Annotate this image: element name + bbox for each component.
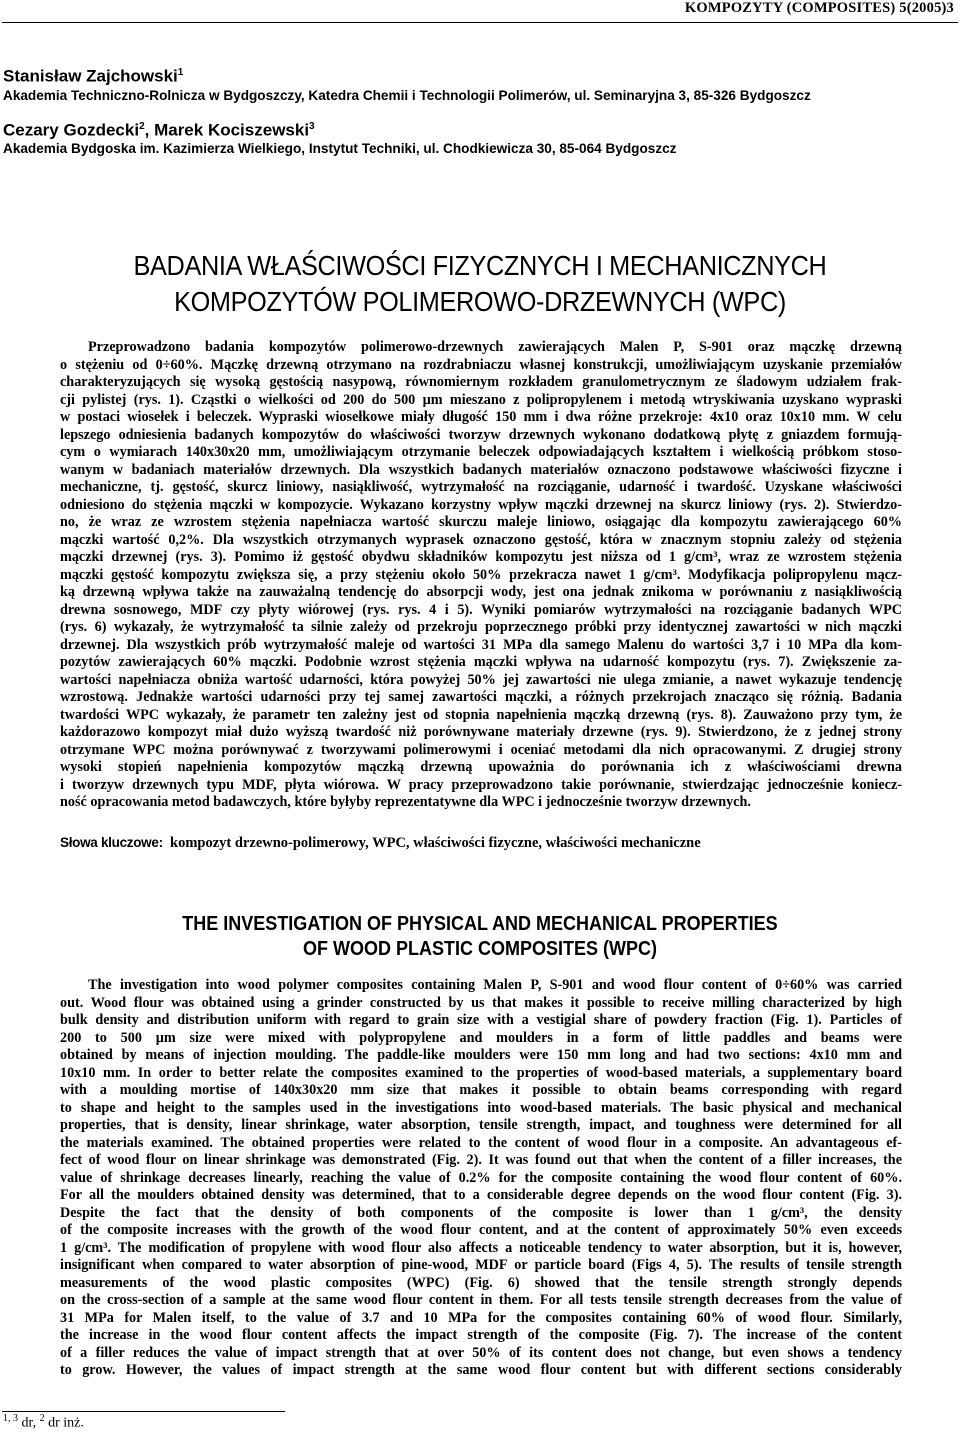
abstract-line: (rys. 6) wykazały, że wytrzymałość ta silnie zależy od przekroju poprzecznego próbki przy identycznej zawartości w nich mączki — [60, 619, 902, 635]
abstract-line: drewna sosnowego, MDF czy płyty wiórowej (rys. rys. 4 i 5). Wyniki pomiarów wytrzymałości na rozciąganie badanych WPC — [60, 601, 902, 618]
abstract-line: properties, that is density, linear shrinkage, water absorption, tensile strength, impact, and toughness were determined for all — [60, 1117, 902, 1133]
abstract-line: cji pylistej (rys. 1). Cząstki o wielkości od 200 do 500 µm mieszano z polipropylenem i metodą wtryskiwania uzyskano wypraski — [60, 391, 902, 408]
abstract-line: insignificant when compared to water absorption of pine-wood, MDF or particle board (Figs 4, 5). The results of tensile strength — [60, 1257, 902, 1273]
abstract-line: to shape and height to the samples used in the investigations into wood-based materials. The basic physical and mechanical — [60, 1099, 902, 1116]
journal-header: KOMPOZYTY (COMPOSITES) 5(2005)3 — [684, 0, 954, 16]
abstract-line: ką drzewną wpływa także na zauważalną tendencję do absorpcji wody, jest ona jednak znikoma w porównaniu z nasiąkliwością — [60, 584, 902, 600]
abstract-line: mechaniczne, tj. gęstość, skurcz liniowy, nasiąkliwość, wytrzymałość na rozciąganie, udarność i twardość. Uzyskane właściwości — [60, 479, 902, 495]
abstract-line: Przeprowadzono badania kompozytów polimerowo-drzewnych zawierających Malen P, S-901 oraz mączkę drzewną — [88, 339, 902, 355]
abstract-line: to grow. However, the values of impact strength at the same wood flour content but with different sections considerably — [60, 1362, 902, 1378]
abstract-line: i tworzyw drzewnych typu MDF, płyta wiórowa. W pracy przeprowadzono takie porównanie, stwierdzając jednocześnie koniecz- — [60, 776, 902, 793]
abstract-line: ność opracowania metod badawczych, które byłyby reprezentatywne dla WPC i jednocześnie tworzyw drzewnych. — [60, 794, 751, 810]
author-name: Stanisław Zajchowski$^1$ — [3, 66, 184, 86]
abstract-line: out. Wood flour was obtained using a grinder constructed by us that makes it possible to receive milling characterized by high — [60, 994, 902, 1011]
footnote-divider — [2, 1411, 285, 1412]
keywords — [60, 835, 701, 852]
abstract-english — [60, 977, 902, 1380]
abstract-line: wysoki stopień napełnienia kompozytów mączką drzewną upoważnia do porównania ich z właściwościami drewna — [60, 759, 902, 775]
abstract-line: fect of wood flour on linear shrinkage was demonstrated (Fig. 2). It was found out that when the content of a filler increases, the — [60, 1152, 902, 1168]
abstract-line: For all the moulders obtained density was determined, that to a considerable degree depends on the wood flour content (Fig. 3). — [60, 1187, 902, 1203]
keywords-text: kompozyt drzewno-polimerowy, WPC, właściwości fizyczne, właściwości mechaniczne — [170, 835, 701, 851]
abstract-line: mączki wartość 0,2%. Dla wszystkich otrzymanych wyprasek oznaczono gęstość, która w znacznym stopniu zależy od stężenia — [60, 531, 902, 548]
abstract-line: of a filler reduces the value of impact strength that at over 50% of its content does not change, but even shows a tendency — [60, 1344, 902, 1361]
abstract-line: charakteryzujących się wysoką gęstością nasypową, równomiernym rozkładem granulometrycznym ze śladowym udziałem frak- — [60, 374, 902, 390]
author-affiliation: Akademia Bydgoska im. Kazimierza Wielkiego, Instytut Techniki, ul. Chodkiewicza 30, 85-064 Bydgoszcz — [3, 141, 677, 157]
author-name: Cezary Gozdecki$^2$, Marek Kociszewski$^3$ — [3, 120, 315, 140]
abstract-line: wartości napełniacza obniża wartość udarności, która powyżej 50% jej zawartości nie ulega zmianie, a nawet wykazuje tendencję — [60, 671, 902, 688]
abstract-line: cym o wymiarach 140x30x20 mm, umożliwiającym otrzymanie beleczek odpowiadających kształtem i wielkością próbkom stoso- — [60, 444, 902, 460]
author-block — [3, 63, 958, 170]
header-divider — [2, 22, 958, 23]
abstract-line: pozytów zawierających 60% mączki. Podobnie wzrost stężenia mączki wpływa na udarność kompozytu (rys. 7). Zwiększenie za- — [60, 654, 902, 670]
abstract-line: Despite the fact that the density of both components of the composite is lower than 1 g/cm³, the density — [60, 1204, 902, 1221]
abstract-line: no, że wraz ze wzrostem stężenia napełniacza wartość skurczu maleje liniowo, osiągając dla kompozytu zawierającego 60% — [60, 514, 902, 530]
abstract-line: 31 MPa for Malen itself, to the value of 3.7 and 10 MPa for the composites containing 60% of wood flour. Similarly, — [60, 1309, 902, 1326]
abstract-line: wzrostową. Jednakże wartości udarności przy tej samej zawartości mączki, a różnych przekrojach znacząco się różnią. Badania — [60, 689, 902, 705]
abstract-line: twardości WPC wykazały, że parametr ten zależny jest od stopnia napełnienia mączką drzewną (rys. 8). Zauważono przy tym, że — [60, 706, 902, 723]
abstract-line: value of shrinkage decreases linearly, reaching the value of 0.2% for the composite containing the wood flour content of 60%. — [60, 1169, 902, 1186]
abstract-line: 10x10 mm. In order to better relate the composites examined to the properties of wood-based materials, a supplementary board — [60, 1064, 902, 1081]
abstract-line: obtained by means of injection moulding. The paddle-like moulders were 150 mm long and had two sections: 4x10 mm and — [60, 1047, 902, 1063]
abstract-line: of the composite increases with the growth of the wood flour content, and at the content of approximately 50% even exceeds — [60, 1222, 902, 1238]
keywords-label: Słowa kluczowe: — [60, 835, 163, 850]
abstract-line: the materials examined. The obtained properties were related to the content of wood flour in a composite. An advantageous ef- — [60, 1134, 902, 1151]
abstract-polish — [60, 339, 902, 812]
abstract-line: measurements of the wood plastic composites (WPC) (Fig. 6) showed that the tensile strength strongly depends — [60, 1274, 902, 1291]
abstract-line: bulk density and distribution uniform with regard to grain size with a vestigial share of powdery fraction (Fig. 1). Particles of — [60, 1012, 902, 1028]
abstract-line: wanym w badaniach materiałów drzewnych. Dla wszystkich badanych materiałów oznaczono podstawowe właściwości fizyczne i — [60, 461, 902, 478]
footnote: $^{1, 3}$ dr, $^2$ dr inż. — [3, 1413, 84, 1431]
abstract-line: The investigation into wood polymer composites containing Malen P, S-901 and wood flour content of 0÷60% was carried — [88, 977, 902, 993]
abstract-line: 200 to 500 µm size were mixed with polypropylene and moulders in a form of little paddles and beams were — [60, 1029, 902, 1046]
abstract-line: otrzymane WPC można porównywać z tworzywami polimerowymi i oceniać metodami dla nich opracowanymi. Z drugiej strony — [60, 741, 902, 758]
abstract-line: on the cross-section of a sample at the same wood flour content in them. For all tests tensile strength decreases from the value of — [60, 1292, 902, 1308]
author-affiliation: Akademia Techniczno-Rolnicza w Bydgoszczy, Katedra Chemii i Technologii Polimerów, ul. Seminaryjna 3, 85-326 Bydgoszcz — [3, 87, 811, 103]
abstract-line: drzewnej. Dla wszystkich prób wytrzymałość maleje od wartości 31 MPa dla samego Malenu do wartości 3,7 i 10 MPa dla kom- — [60, 636, 902, 653]
abstract-line: o stężeniu od 0÷60%. Mączkę drzewną otrzymano na rozdrabniaczu własnej konstrukcji, umożliwiającym uzyskanie przemiałów — [60, 356, 902, 373]
abstract-line: każdorazowo kompozyt miał dużo wyższą twardość niż porównywane materiały drzewne (rys. 9). Stwierdzono, że z jednej strony — [60, 724, 902, 740]
abstract-line: mączki drzewnej (rys. 3). Pomimo iż gęstość obydwu składników kompozytu jest niższa od 1 g/cm³, wraz ze wzrostem stężenia — [60, 549, 902, 565]
title-english: THE INVESTIGATION OF PHYSICAL AND MECHANICAL PROPERTIES OF WOOD PLASTIC COMPOSITES (WPC) — [182, 913, 778, 960]
abstract-line: the increase in the wood flour content affects the impact strength of the composite (Fig. 7). The increase of the content — [60, 1327, 902, 1343]
abstract-line: 1 g/cm³. The modification of propylene with wood flour also affects a noticeable tendency to water absorption, but it is, however, — [60, 1239, 902, 1256]
abstract-line: lepszego odniesienia badanych kompozytów do właściwości tworzyw drzewnych wykonano dodatkową płytę z gniazdem formują- — [60, 426, 902, 443]
abstract-line: with a moulding mortise of 140x30x20 mm size that makes it possible to obtain beams corresponding with regard — [60, 1082, 902, 1098]
title-polish: BADANIA WŁAŚCIWOŚCI FIZYCZNYCH I MECHANICZNYCH KOMPOZYTÓW POLIMEROWO-DRZEWNYCH (WPC) — [133, 250, 827, 317]
abstract-line: w postaci wiosełek i beleczek. Wypraski wiosełkowe miały długość 150 mm i dwa różne przekroje: 4x10 oraz 10x10 mm. W celu — [60, 409, 902, 425]
abstract-line: mączki gęstość kompozytu zwiększa się, a przy stężeniu około 50% przekracza nawet 1 g/cm³. Modyfikacja polipropylenu mącz- — [60, 566, 902, 583]
abstract-line: odniesiono do stężenia mączki w kompozycie. Wykazano korzystny wpływ mączki drzewnej na skurcz liniowy (rys. 2). Stwierdzo- — [60, 496, 902, 513]
